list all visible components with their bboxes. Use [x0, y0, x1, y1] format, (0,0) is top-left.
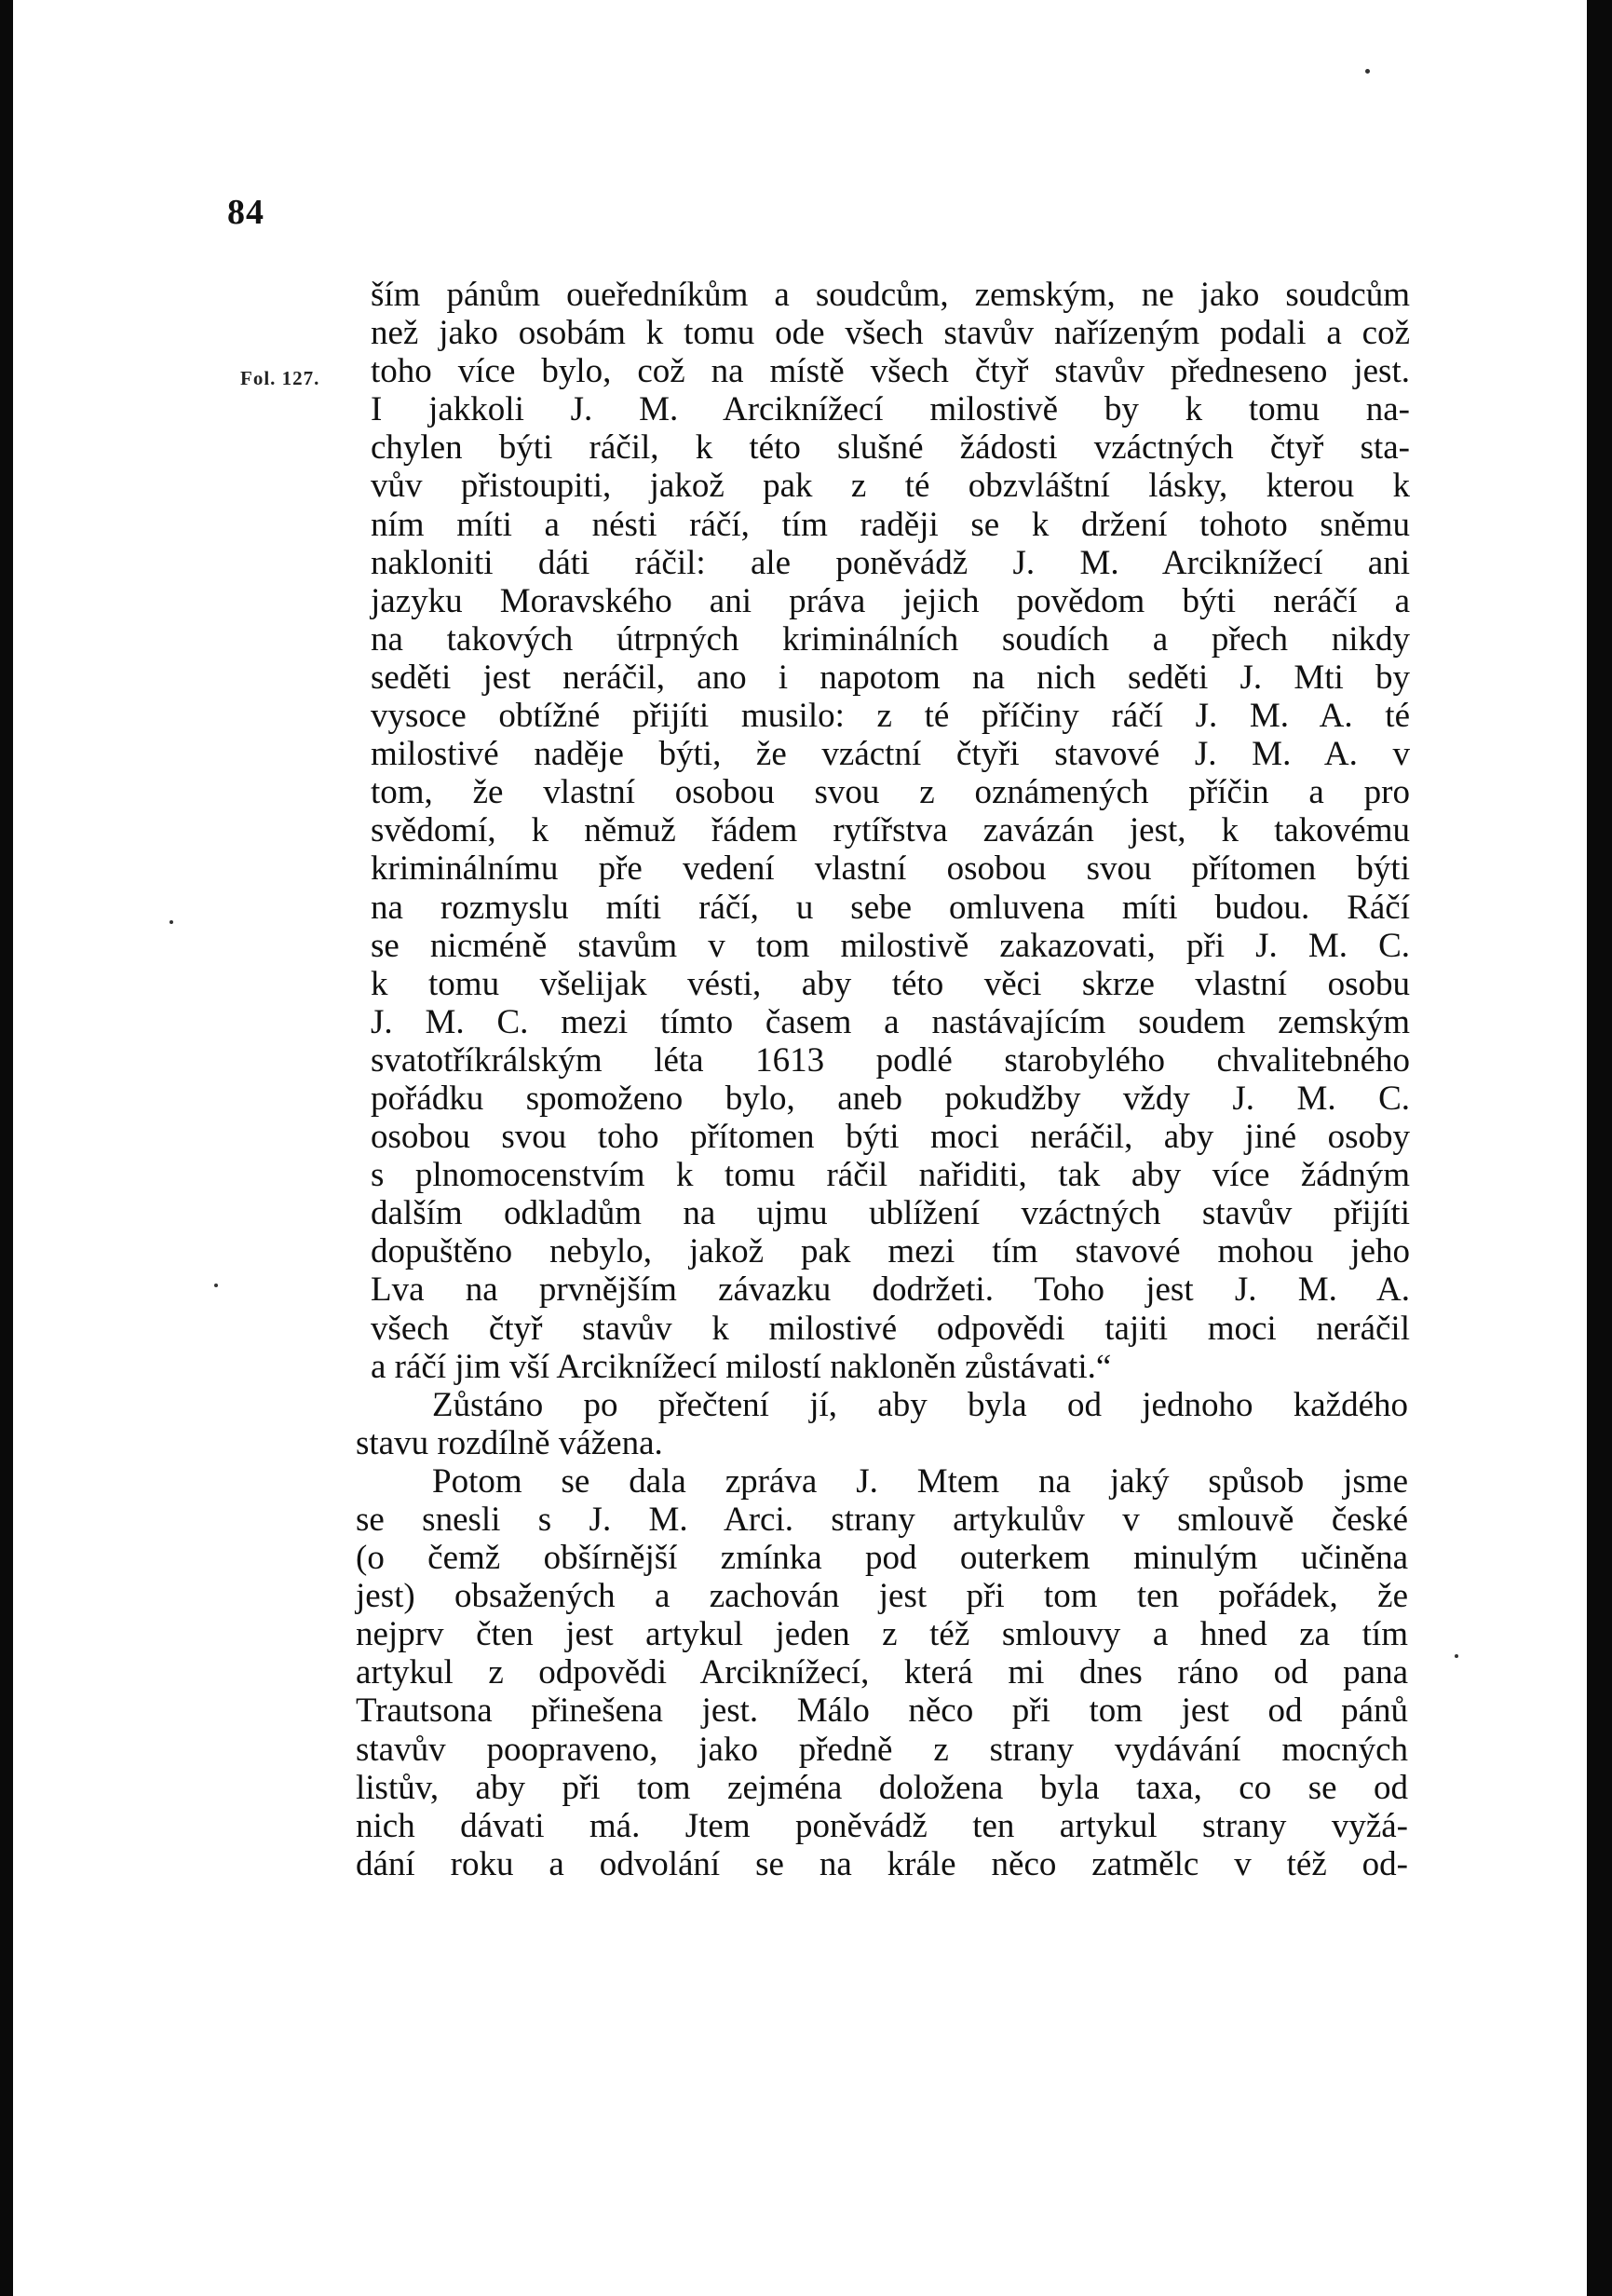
text-line: vysoce obtížné přijíti musilo: z té příčiny ráčí J. M. A. té	[371, 697, 1410, 736]
text-line: na rozmyslu míti ráčí, u sebe omluvena míti budou. Ráčí	[371, 888, 1410, 927]
text-line: k tomu všelijak vésti, aby této věci skrze vlastní osobu	[371, 964, 1410, 1003]
text-line: toho více bylo, což na místě všech čtyř stavův předneseno jest.	[371, 352, 1410, 391]
text-line: jazyku Moravského ani práva jejich povědom býti neráčí a	[371, 581, 1410, 620]
page-number: 84	[227, 193, 264, 232]
text-line: nich dávati má. Jtem poněvádž ten artykul strany vyžá-	[356, 1806, 1408, 1845]
text-line: Potom se dala zpráva J. Mtem na jaký spůsob jsme	[432, 1461, 1408, 1501]
text-line: se snesli s J. M. Arci. strany artykulův v smlouvě české	[356, 1501, 1408, 1539]
print-speck	[169, 920, 173, 924]
text-line: nejprv čten jest artykul jeden z též smlouvy a hned za tím	[356, 1615, 1408, 1654]
text-line: artykul z odpovědi Arciknížecí, která mi dnes ráno od pana	[356, 1653, 1408, 1692]
text-line: s plnomocenstvím k tomu ráčil nařiditi, tak aby více žádným	[371, 1156, 1410, 1195]
text-line: I jakkoli J. M. Arciknížecí milostivě by k tomu na-	[371, 390, 1410, 429]
text-line: Zůstáno po přečtení jí, aby byla od jednoho každého	[432, 1385, 1408, 1424]
text-line: tom, že vlastní osobou svou z oznámených příčin a pro	[371, 773, 1410, 812]
text-line: J. M. C. mezi tímto časem a nastávajícím soudem zemským	[371, 1002, 1410, 1041]
text-line: Lva na prvnějším závazku dodržeti. Toho jest J. M. A.	[371, 1270, 1410, 1310]
text-line: a ráčí jim vší Arciknížecí milostí nakloněn zůstávati.“	[371, 1347, 1112, 1386]
book-page	[13, 0, 1587, 2296]
text-line: stavu rozdílně vážena.	[356, 1423, 663, 1462]
folio-margin-note: Fol. 127.	[240, 367, 320, 389]
text-line: nakloniti dáti ráčil: ale poněvádž J. M. Arciknížecí ani	[371, 543, 1410, 582]
text-line: osobou svou toho přítomen býti moci neráčil, aby jiné osoby	[371, 1118, 1410, 1157]
text-line: milostivé naděje býti, že vzáctní čtyři stavové J. M. A. v	[371, 735, 1410, 774]
text-line: dopuštěno nebylo, jakož pak mezi tím stavové mohou jeho	[371, 1232, 1410, 1271]
text-line: ním míti a nésti ráčí, tím raději se k držení tohoto sněmu	[371, 505, 1410, 544]
text-line: jest) obsažených a zachován jest při tom ten pořádek, že	[356, 1577, 1408, 1616]
text-line: ším pánům oueředníkům a soudcům, zemským, ne jako soudcům	[371, 276, 1410, 314]
text-line: Trautsona přinešena jest. Málo něco při tom jest od pánů	[356, 1691, 1408, 1731]
text-line: chylen býti ráčil, k této slušné žádosti vzáctných čtyř sta-	[371, 428, 1410, 468]
print-speck	[1365, 69, 1370, 74]
text-line: než jako osobám k tomu ode všech stavův nařízeným podali a což	[371, 314, 1410, 353]
text-line: pořádku spomoženo bylo, aneb pokudžby vždy J. M. C.	[371, 1079, 1410, 1118]
print-speck	[214, 1284, 218, 1287]
body-text	[356, 276, 1427, 1883]
print-speck	[1455, 1654, 1458, 1658]
text-line: dalším odkladům na ujmu ublížení vzáctných stavův přijíti	[371, 1194, 1410, 1233]
text-line: dání roku a odvolání se na krále něco zatmělc v též od-	[356, 1844, 1408, 1883]
text-line: kriminálnímu pře vedení vlastní osobou svou přítomen býti	[371, 849, 1410, 889]
text-line: vův přistoupiti, jakož pak z té obzvláštní lásky, kterou k	[371, 467, 1410, 506]
text-line: svědomí, k němuž řádem rytířstva zavázán jest, k takovému	[371, 811, 1410, 850]
text-line: svatotříkrálským léta 1613 podlé starobylého chvalitebného	[371, 1040, 1410, 1080]
text-line: všech čtyř stavův k milostivé odpovědi tajiti moci neráčil	[371, 1309, 1410, 1348]
text-line: seděti jest neráčil, ano i napotom na nich seděti J. Mti by	[371, 658, 1410, 697]
text-line: (o čemž obšírnější zmínka pod outerkem minulým učiněna	[356, 1539, 1408, 1578]
text-line: stavův poopraveno, jako předně z strany vydávání mocných	[356, 1730, 1408, 1769]
text-line: se nicméně stavům v tom milostivě zakazovati, při J. M. C.	[371, 926, 1410, 965]
text-line: listův, aby při tom zejména doložena byla taxa, co se od	[356, 1768, 1408, 1807]
text-line: na takových útrpných kriminálních soudích a přech nikdy	[371, 619, 1410, 659]
